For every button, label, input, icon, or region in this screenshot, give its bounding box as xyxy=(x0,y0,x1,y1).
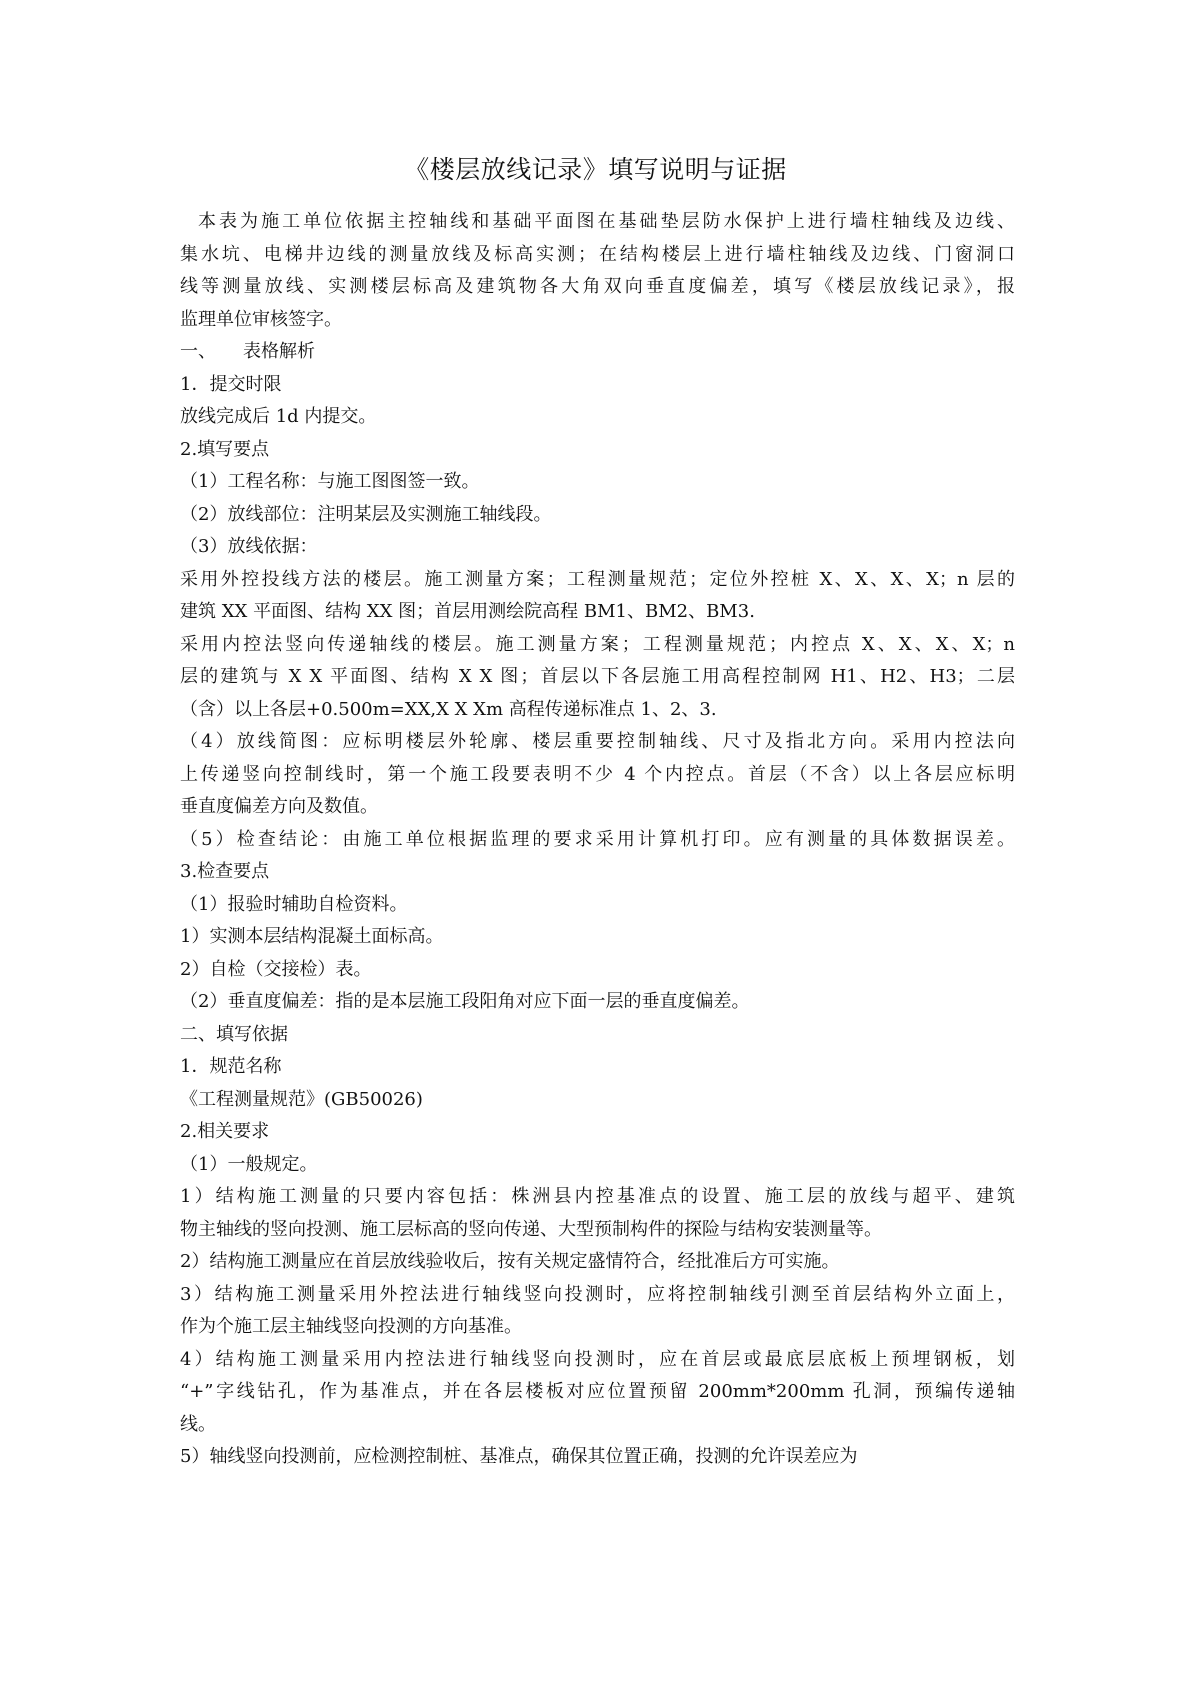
body-line: （2）垂直度偏差：指的是本层施工段阳角对应下面一层的垂直度偏差。 xyxy=(180,991,750,1012)
body-line: （1）一般规定。 xyxy=(180,1153,318,1175)
body-line: 集水坑、电梯井边线的测量放线及标高实测；在结构楼层上进行墙柱轴线及边线、门窗洞口 xyxy=(180,243,1015,265)
body-line: 物主轴线的竖向投测、施工层标高的竖向传递、大型预制构件的探险与结构安装测量等。 xyxy=(180,1218,882,1240)
body-line: 采用内控法竖向传递轴线的楼层。施工测量方案；工程测量规范；内控点 X、X、X、X；n xyxy=(180,633,1015,655)
body-line: 建筑 XX 平面图、结构 XX 图；首层用测绘院高程 BM1、BM2、BM3. xyxy=(180,601,755,622)
body-line: 层的建筑与 X X 平面图、结构 X X 图；首层以下各层施工用高程控制网 H1、H2、H3；二层 xyxy=(180,666,1015,687)
document-title: 《楼层放线记录》填写说明与证据 xyxy=(404,155,787,184)
body-line: 1．提交时限 xyxy=(180,373,282,395)
body-line: 1．规范名称 xyxy=(180,1056,282,1077)
body-line: 作为个施工层主轴线竖向投测的方向基准。 xyxy=(180,1316,522,1337)
body-line: 3.检查要点 xyxy=(180,861,270,882)
document-body xyxy=(180,206,1015,1474)
body-line: 本表为施工单位依据主控轴线和基础平面图在基础垫层防水保护上进行墙柱轴线及边线、 xyxy=(198,211,1015,232)
body-line: 上传递竖向控制线时，第一个施工段要表明不少 4 个内控点。首层（不含）以上各层应标明 xyxy=(180,763,1015,785)
body-line: （1）工程名称：与施工图图签一致。 xyxy=(180,471,480,492)
body-line: 监理单位审核签字。 xyxy=(180,308,342,330)
body-line: 垂直度偏差方向及数值。 xyxy=(180,796,378,817)
body-line: （含）以上各层+0.500m=XX,X X Xm 高程传递标准点 1、2、3. xyxy=(180,698,717,720)
body-line: 2.填写要点 xyxy=(180,438,270,460)
body-line: 1）实测本层结构混凝土面标高。 xyxy=(180,926,444,947)
body-line: 2）结构施工测量应在首层放线验收后，按有关规定盛情符合，经批准后方可实施。 xyxy=(180,1251,840,1272)
body-line: 一、 表格解析 xyxy=(180,341,315,362)
body-line: 2.相关要求 xyxy=(180,1121,270,1142)
body-line: 5）轴线竖向投测前，应检测控制桩、基准点，确保其位置正确，投测的允许误差应为 xyxy=(180,1446,858,1467)
body-line: 二、填写依据 xyxy=(180,1023,288,1045)
body-line: 1）结构施工测量的只要内容包括：株洲县内控基准点的设置、施工层的放线与超平、建筑 xyxy=(180,1186,1015,1207)
body-line: 采用外控投线方法的楼层。施工测量方案；工程测量规范；定位外控桩 X、X、X、X；n 层的 xyxy=(180,568,1015,590)
body-line: 线。 xyxy=(180,1413,216,1435)
body-line: （3）放线依据： xyxy=(180,536,318,557)
body-line: 放线完成后 1d 内提交。 xyxy=(180,406,377,427)
body-line: “+”字线钻孔，作为基准点，并在各层楼板对应位置预留 200mm*200mm 孔洞，预编传递轴 xyxy=(180,1381,1015,1402)
body-line: 《工程测量规范》(GB50026) xyxy=(180,1088,423,1110)
body-line: （5）检查结论：由施工单位根据监理的要求采用计算机打印。应有测量的具体数据误差。 xyxy=(180,828,1015,850)
body-line: 2）自检（交接检）表。 xyxy=(180,958,372,980)
body-line: 3）结构施工测量采用外控法进行轴线竖向投测时，应将控制轴线引测至首层结构外立面上， xyxy=(180,1283,1015,1305)
body-line: 线等测量放线、实测楼层标高及建筑物各大角双向垂直度偏差，填写《楼层放线记录》，报 xyxy=(180,276,1015,297)
body-line: （1）报验时辅助自检资料。 xyxy=(180,893,408,915)
body-line: （2）放线部位：注明某层及实测施工轴线段。 xyxy=(180,503,552,525)
body-line: 4）结构施工测量采用内控法进行轴线竖向投测时，应在首层或最底层底板上预埋钢板，划 xyxy=(180,1348,1015,1370)
body-line: （4）放线简图：应标明楼层外轮廓、楼层重要控制轴线、尺寸及指北方向。采用内控法向 xyxy=(180,731,1015,752)
